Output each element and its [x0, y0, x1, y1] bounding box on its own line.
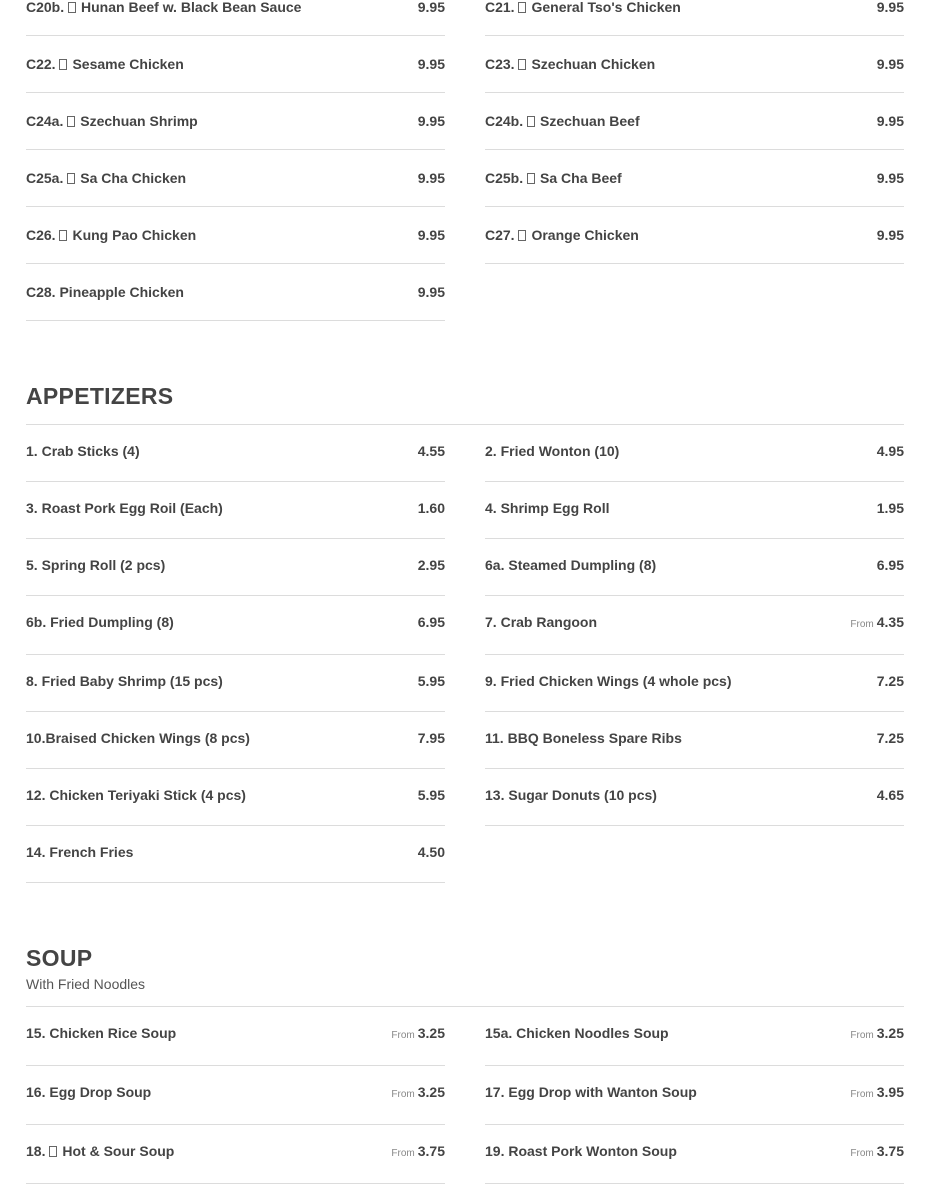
menu-item-price [877, 113, 904, 129]
price-value: 9.95 [417, 113, 445, 129]
menu-item-number: 15. [26, 1025, 46, 1041]
menu-item-price [418, 227, 445, 243]
menu-item-price [877, 500, 904, 516]
menu-item[interactable] [485, 150, 904, 207]
menu-item[interactable] [26, 0, 445, 36]
hot-pepper-icon [59, 230, 67, 241]
menu-item-number: 7. [485, 614, 497, 630]
menu-item-name [485, 1025, 669, 1041]
menu-item-number: 8. [26, 673, 38, 689]
menu-item-price [877, 0, 904, 15]
menu-item-name [485, 170, 622, 186]
price-value: 9.95 [876, 170, 904, 186]
menu-item-price [877, 730, 904, 746]
price-value: 7.25 [876, 673, 904, 689]
menu-item-title: Szechuan Shrimp [80, 113, 198, 129]
price-value: 5.95 [417, 673, 445, 689]
menu-item-name [26, 170, 186, 186]
hot-pepper-icon [59, 59, 67, 70]
menu-item-name [26, 227, 196, 243]
hot-pepper-icon [67, 173, 75, 184]
menu-item-name [485, 500, 609, 516]
menu-item-name [26, 844, 133, 860]
section-title: SOUP [26, 945, 93, 971]
menu-item[interactable] [26, 655, 445, 712]
menu-item[interactable] [485, 712, 904, 769]
menu-item-number: C23. [485, 56, 515, 72]
price-value: 6.95 [417, 614, 445, 630]
price-value: 4.50 [417, 844, 445, 860]
menu-item-number: C26. [26, 227, 56, 243]
menu-item-number: C21. [485, 0, 515, 15]
menu-item[interactable] [485, 36, 904, 93]
menu-item-number: 4. [485, 500, 497, 516]
price-value: 5.95 [417, 787, 445, 803]
menu-item-price [418, 673, 445, 689]
menu-item[interactable] [485, 0, 904, 36]
menu-item-title: Roast Pork Egg Roil (Each) [41, 500, 223, 516]
menu-item-name [485, 0, 681, 15]
menu-item[interactable] [26, 1125, 445, 1184]
menu-item[interactable] [26, 539, 445, 596]
menu-item-name [26, 730, 250, 746]
menu-item-title: Braised Chicken Wings (8 pcs) [45, 730, 250, 746]
menu-item-title: Fried Baby Shrimp (15 pcs) [41, 673, 223, 689]
menu-item-price [877, 56, 904, 72]
soup-section [26, 945, 904, 1159]
menu-item-number: 13. [485, 787, 505, 803]
menu-item-name [485, 227, 639, 243]
menu-item[interactable] [26, 207, 445, 264]
menu-item-price [418, 557, 445, 573]
price-value: 9.95 [417, 56, 445, 72]
menu-item-name [26, 614, 174, 630]
menu-item[interactable] [26, 482, 445, 539]
menu-item-title: Chicken Teriyaki Stick (4 pcs) [49, 787, 246, 803]
menu-item-name [26, 673, 223, 689]
hot-pepper-icon [518, 2, 526, 13]
price-from-label: From [391, 1030, 415, 1041]
price-value: 9.95 [417, 0, 445, 15]
menu-item-number: 9. [485, 673, 497, 689]
menu-item-number: 6b. [26, 614, 47, 630]
menu-item[interactable] [26, 769, 445, 826]
menu-item[interactable] [26, 596, 445, 655]
price-value: 4.55 [417, 443, 445, 459]
menu-item-price [418, 56, 445, 72]
price-value: 4.95 [876, 443, 904, 459]
menu-item-name [485, 1084, 697, 1100]
hot-pepper-icon [518, 59, 526, 70]
menu-item-number: C22. [26, 56, 56, 72]
price-value: 2.95 [417, 557, 445, 573]
menu-item[interactable] [26, 826, 445, 883]
menu-item-number: 1. [26, 443, 38, 459]
price-value: 7.25 [876, 730, 904, 746]
price-value: 9.95 [876, 227, 904, 243]
menu-item-title: French Fries [49, 844, 134, 860]
menu-item-name [485, 557, 656, 573]
menu-item-number: C24a. [26, 113, 64, 129]
menu-item-name [26, 0, 301, 15]
menu-item[interactable] [485, 596, 904, 655]
menu-item-name [485, 113, 640, 129]
menu-item-number: 2. [485, 443, 497, 459]
menu-item-title: Hot & Sour Soup [62, 1143, 175, 1159]
menu-item-price [418, 284, 445, 300]
menu-item-title: Spring Roll (2 pcs) [41, 557, 166, 573]
price-value: 9.95 [417, 227, 445, 243]
menu-item-number: 19. [485, 1143, 505, 1159]
menu-item-title: Chicken Rice Soup [49, 1025, 177, 1041]
menu-item[interactable] [26, 1066, 445, 1125]
menu-item-title: BBQ Boneless Spare Ribs [507, 730, 682, 746]
price-value: 9.95 [876, 0, 904, 15]
menu-item-number: C25b. [485, 170, 524, 186]
menu-item[interactable] [485, 1007, 904, 1066]
menu-item-number: 15a. [485, 1025, 513, 1041]
menu-item[interactable] [485, 539, 904, 596]
menu-item-number: C25a. [26, 170, 64, 186]
menu-item-price [877, 227, 904, 243]
section-title: APPETIZERS [26, 383, 174, 409]
menu-item-title: Sa Cha Chicken [80, 170, 187, 186]
hot-pepper-icon [527, 116, 535, 127]
menu-item-name [26, 500, 223, 516]
price-value: 1.95 [876, 500, 904, 516]
menu-item-name [26, 787, 246, 803]
menu-item-name [26, 443, 140, 459]
menu-item-title: Szechuan Chicken [531, 56, 656, 72]
price-value: 4.35 [876, 614, 904, 630]
menu-item-name [26, 557, 165, 573]
section-subtitle: With Fried Noodles [26, 976, 146, 992]
menu-item[interactable] [485, 425, 904, 482]
menu-item-price [850, 614, 904, 630]
price-value: 9.95 [876, 56, 904, 72]
price-value: 9.95 [417, 170, 445, 186]
menu-item-number: 11. [485, 730, 504, 746]
menu-item[interactable] [485, 1125, 904, 1184]
hot-pepper-icon [68, 2, 76, 13]
menu-item-price [391, 1143, 445, 1159]
appetizers-section [26, 383, 904, 860]
menu-item-name [485, 443, 619, 459]
price-value: 7.95 [417, 730, 445, 746]
menu-item-number: C28. [26, 284, 56, 300]
menu-item-price [877, 557, 904, 573]
price-value: 9.95 [876, 113, 904, 129]
menu-item[interactable] [26, 1007, 445, 1066]
hot-pepper-icon [527, 173, 535, 184]
price-from-label: From [850, 1030, 874, 1041]
menu-item-price [418, 0, 445, 15]
menu-item-title: General Tso's Chicken [531, 0, 681, 15]
menu-item-price [877, 443, 904, 459]
menu-item-price [418, 170, 445, 186]
price-value: 3.75 [876, 1143, 904, 1159]
price-from-label: From [391, 1148, 415, 1159]
menu-item-title: Sa Cha Beef [540, 170, 622, 186]
menu-item-price [850, 1143, 904, 1159]
menu-item-title: Fried Wonton (10) [500, 443, 620, 459]
menu-item-number: 5. [26, 557, 38, 573]
price-from-label: From [850, 619, 874, 630]
menu-item-price [877, 170, 904, 186]
menu-item-name [26, 56, 184, 72]
menu-item-name [485, 673, 732, 689]
menu-item-price [877, 673, 904, 689]
menu-item-price [850, 1025, 904, 1041]
price-value: 3.25 [417, 1025, 445, 1041]
menu-item-price [418, 614, 445, 630]
price-value: 6.95 [876, 557, 904, 573]
menu-item-title: Szechuan Beef [540, 113, 640, 129]
price-value: 3.25 [417, 1084, 445, 1100]
menu-item-number: 16. [26, 1084, 46, 1100]
hot-pepper-icon [518, 230, 526, 241]
menu-item-title: Egg Drop with Wanton Soup [508, 1084, 697, 1100]
menu-item-name [485, 730, 682, 746]
hot-pepper-icon [67, 116, 75, 127]
menu-item-name [26, 1025, 176, 1041]
menu-item-price [418, 113, 445, 129]
menu-item-price [418, 443, 445, 459]
menu-item-price [877, 787, 904, 803]
menu-item-name [26, 1084, 151, 1100]
menu-item[interactable] [485, 93, 904, 150]
menu-item[interactable] [26, 712, 445, 769]
menu-item-title: Steamed Dumpling (8) [508, 557, 657, 573]
price-value: 1.60 [417, 500, 445, 516]
menu-item-title: Shrimp Egg Roll [500, 500, 610, 516]
menu-item-number: C20b. [26, 0, 65, 15]
price-from-label: From [850, 1148, 874, 1159]
menu-item-title: Orange Chicken [531, 227, 639, 243]
menu-item[interactable] [26, 36, 445, 93]
menu-item-price [418, 730, 445, 746]
menu-item-name [485, 56, 655, 72]
price-value: 3.25 [876, 1025, 904, 1041]
price-value: 3.75 [417, 1143, 445, 1159]
menu-item-name [26, 284, 184, 300]
menu-item-number: C24b. [485, 113, 524, 129]
menu-item[interactable] [485, 655, 904, 712]
menu-item[interactable] [485, 482, 904, 539]
price-value: 4.65 [876, 787, 904, 803]
menu-item-title: Sugar Donuts (10 pcs) [508, 787, 657, 803]
menu-item[interactable] [485, 207, 904, 264]
menu-item-title: Fried Dumpling (8) [50, 614, 174, 630]
menu-item-price [418, 844, 445, 860]
menu-item-number: 10. [26, 730, 46, 746]
price-value: 3.95 [876, 1084, 904, 1100]
menu-item-number: 6a. [485, 557, 505, 573]
menu-item-price [391, 1084, 445, 1100]
menu-item[interactable] [26, 425, 445, 482]
menu-item-title: Chicken Noodles Soup [516, 1025, 669, 1041]
menu-item-number: 14. [26, 844, 46, 860]
menu-item-number: 17. [485, 1084, 505, 1100]
hot-pepper-icon [49, 1146, 57, 1157]
menu-item-number: C27. [485, 227, 515, 243]
menu-item-number: 3. [26, 500, 38, 516]
price-value: 9.95 [417, 284, 445, 300]
menu-item-title: Roast Pork Wonton Soup [508, 1143, 677, 1159]
menu-item-title: Sesame Chicken [72, 56, 184, 72]
menu-item-price [418, 787, 445, 803]
menu-item-name [485, 787, 657, 803]
menu-item-title: Kung Pao Chicken [72, 227, 197, 243]
menu-item-title: Egg Drop Soup [49, 1084, 152, 1100]
menu-item-price [418, 500, 445, 516]
menu-item[interactable] [485, 1066, 904, 1125]
menu-item-number: 12. [26, 787, 46, 803]
price-from-label: From [391, 1089, 415, 1100]
menu-item-title: Hunan Beef w. Black Bean Sauce [81, 0, 302, 15]
menu-item-number: 18. [26, 1143, 46, 1159]
menu-item-name [26, 113, 198, 129]
menu-item-name [26, 1143, 174, 1159]
menu-item-title: Crab Sticks (4) [41, 443, 140, 459]
menu-item-title: Pineapple Chicken [59, 284, 184, 300]
menu-item-title: Fried Chicken Wings (4 whole pcs) [500, 673, 732, 689]
menu-item[interactable] [26, 93, 445, 150]
menu-item-name [485, 1143, 677, 1159]
menu-item-price [391, 1025, 445, 1041]
menu-item-name [485, 614, 597, 630]
menu-item-price [850, 1084, 904, 1100]
price-from-label: From [850, 1089, 874, 1100]
menu-item[interactable] [26, 264, 445, 321]
menu-item[interactable] [26, 150, 445, 207]
menu-item-title: Crab Rangoon [500, 614, 598, 630]
menu-item[interactable] [485, 769, 904, 826]
